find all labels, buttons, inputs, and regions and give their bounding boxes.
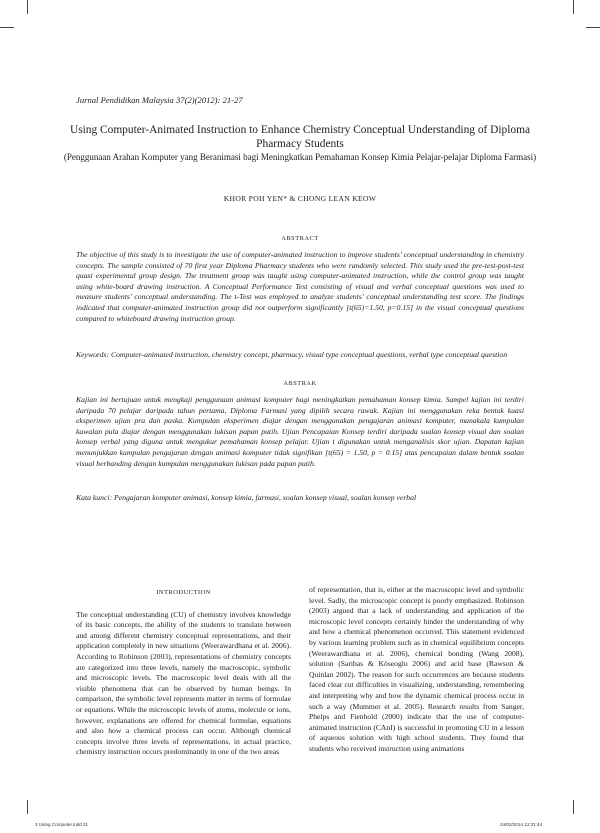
crop-mark-left — [0, 27, 14, 28]
crop-mark-right — [586, 27, 600, 28]
abstract-heading: ABSTRACT — [281, 235, 319, 242]
crop-mark-top-right — [573, 0, 574, 14]
body-left-text: The conceptual understanding (CU) of chemistry involves knowledge of its basic concepts, the ability of the students to translate between and among different chemistry conceptual representations, and their application completely in new situations (Weerawardhana et al. 2006). According to Robinson (2003), representations of chemistry concepts are categorized into three levels, namely the macroscopic, symbolic and microscopic levels. The macroscopic level deals with all the visible phenomena that can be observed by human beings. In comparison, the symbolic level represents matter in terms of formulae or equations. While the microscopic levels of atoms, molecule or ions, however, explanations are offered for chemical formulae, equations and also how a chemical process can occur. Although chemical concepts involve three levels of representations, in actual practice, chemistry instruction occurs predominantly in one of the two areas — [76, 609, 291, 757]
crop-mark-bottom-left — [27, 800, 28, 814]
footer-timestamp: 24/02/2014 12:31:44 — [500, 822, 543, 827]
author-list: KHOR POH YEN* & CHONG LEAN KEOW — [223, 194, 377, 203]
footer-file-name: 3 Using Computer.indd 21 — [35, 822, 89, 827]
abstract-text: The objective of this study is to investigate the use of computer-animated instruction to improve students’ conceptual understanding in chemistry concepts. The sample consisted of 70 first year Diploma Pharmacy students who were randomly selected. This study used the pre-test-post-test quasi experimental group design. The treatment group was taught using computer-animated instruction, while the control group was taught using white-board drawing instruction. A Conceptual Performance Test consisting of visual and verbal conceptual questions was used to measure students’ conceptual understanding. The t-Test was employed to analyze students’ conceptual understanding test score. The findings indicated that computer-animated instruction group did not outperform significantly [t(65)=1.50, p=0.15] in the visual conceptual questions compared to whiteboard drawing instruction group. — [76, 250, 524, 323]
body-left-column — [76, 588, 291, 758]
abstrak-heading: ABSTRAK — [283, 380, 317, 387]
abstrak-keywords: Kata kunci: Pengajaran komputer animasi, konsep kimia, farmasi, soalan konsep visual, soalan konsep verbal — [76, 493, 417, 502]
paper-title: Using Computer-Animated Instruction to Enhance Chemistry Conceptual Understanding of Diploma Pharmacy Students — [69, 124, 531, 150]
introduction-heading: INTRODUCTION — [156, 589, 211, 596]
abstrak-text: Kajian ini bertujuan untuk mengkaji penggunaan animasi komputer bagi meningkatkan pemahaman konsep kimia. Sampel kajian ini terdiri daripada 70 pelajar daripada tahun pertama, Diploma Farmasi yang dipilih secara rawak. Kajian ini menggunakan reka bentuk kuasi eksperimen ujian pra dan paska. Kumpulan eksperimen diajar dengan menggunakan pengajaran animasi komputer, manakala kumpulan kawalan pula diajar dengan menggunakan lukisan papan putih. Ujian Pencapaian Konsep terdiri daripada soalan konsep visual dan soalan konsep verbal yang diguna untuk mengukur pemahaman konsep pelajar. Ujian t digunakan untuk menganalisis skor ujian. Dapatan kajian menunjukkan kumpulan pengajaran dengan animasi komputer tidak signifikan [t(65) = 1.50, p = 0.15] atas pencapaian dalam bentuk soalan visual berbanding dengan kumpulan menggunakan lukisan pada papan putih. — [76, 395, 524, 468]
crop-mark-top-left — [27, 0, 28, 14]
abstract-keywords: Keywords: Computer-animated instruction, chemistry concept, pharmacy, visual type conceptual questions, verbal type conceptual question — [76, 350, 508, 359]
body-right-text: of representation, that is, either at the macroscopic level and symbolic level. Sadly, the microscopic concept is poorly emphasized. Robinson (2003) argued that a lack of understanding and application of the microscopic level concepts certainly hinder the understanding of why and how a chemical phenomenon occurred. This statement evidenced by various learning problem such as in chemical equilibrium concepts (Weerawardhana et al. 2006), chemical bonding (Wang 2008), solution (Saribas & Köseoglu 2006) and acid base (Rawson & Quinlan 2002). The reason for such occurrences are because students faced clear cut difficulties in visualizing, understanding, remembering and interpreting why and how the dynamic chemical process occur in such a way (Mummer et al. 2005). Research results from Sanger, Phelps and Fienhold (2000) indicate that the use of computer-animated instruction (CAnI) is successful in promoting CU in a lesson of aqueous solution with high school students. They found that students who received instruction using animations — [309, 585, 524, 753]
crop-mark-bottom-right — [573, 800, 574, 814]
journal-citation: Jurnal Pendidikan Malaysia 37(2)(2012): 21-27 — [76, 95, 243, 105]
paper-title-malay: (Penggunaan Arahan Komputer yang Beranimasi bagi Meningkatkan Pemahaman Konsep Kimia Pelajar-pelajar Diploma Farmasi) — [63, 152, 537, 162]
body-right-column — [309, 585, 524, 755]
